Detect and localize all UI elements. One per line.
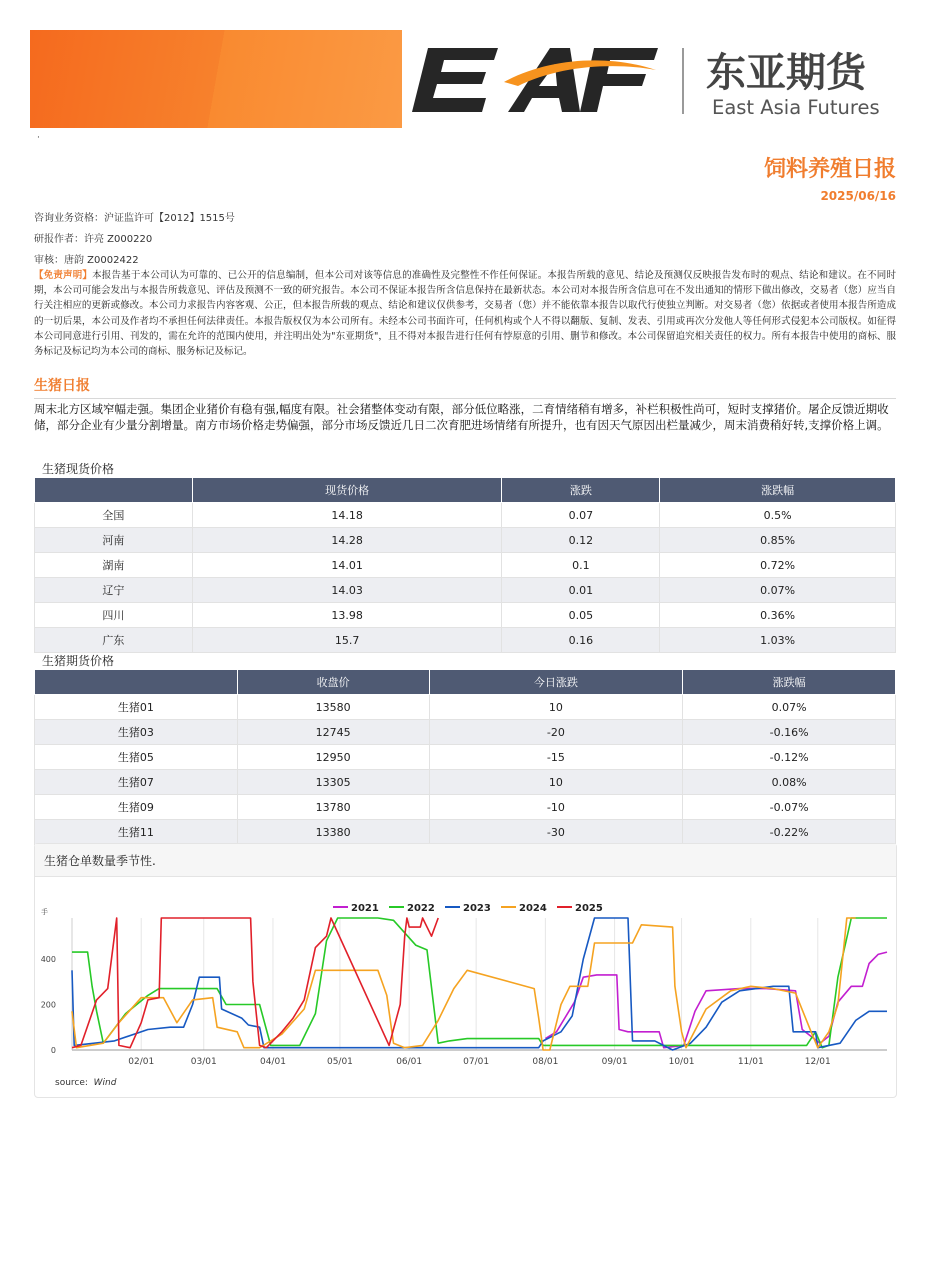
brand-cn: 东亚期货 bbox=[706, 50, 866, 96]
x-tick-label: 10/01 bbox=[668, 1057, 695, 1067]
banner-dot: · bbox=[37, 133, 40, 143]
table-cell: 四川 bbox=[35, 603, 193, 628]
table-cell: 14.28 bbox=[192, 528, 502, 553]
column-header: 涨跌 bbox=[502, 478, 660, 503]
series-line-2024 bbox=[72, 918, 856, 1050]
section-divider bbox=[34, 398, 896, 399]
table-cell: 0.72% bbox=[660, 553, 896, 578]
eaf-mark bbox=[412, 48, 658, 112]
table-cell: -0.12% bbox=[683, 745, 896, 770]
author: 研报作者：许亮 Z000220 bbox=[34, 234, 153, 245]
table-cell: 14.18 bbox=[192, 503, 502, 528]
source-label: source: bbox=[55, 1078, 88, 1088]
table-cell: 13780 bbox=[237, 795, 429, 820]
table-cell: -0.16% bbox=[683, 720, 896, 745]
table-cell: 10 bbox=[429, 695, 683, 720]
table-cell: 0.16 bbox=[502, 628, 660, 653]
table-row bbox=[35, 795, 896, 820]
legend-label: 2023 bbox=[463, 903, 491, 914]
table-cell: 14.03 bbox=[192, 578, 502, 603]
series-line-2023 bbox=[72, 918, 887, 1050]
x-tick-label: 11/01 bbox=[737, 1057, 764, 1067]
disclaimer-tag: 【免责声明】 bbox=[34, 270, 93, 281]
x-tick-label: 07/01 bbox=[463, 1057, 490, 1067]
column-header bbox=[35, 478, 193, 503]
table-cell: 0.5% bbox=[660, 503, 896, 528]
table-row bbox=[35, 720, 896, 745]
table-cell: 0.36% bbox=[660, 603, 896, 628]
table-cell: 0.01 bbox=[502, 578, 660, 603]
x-tick-label: 09/01 bbox=[601, 1057, 628, 1067]
table-row bbox=[35, 628, 896, 653]
spot-table-caption: 生猪现货价格 bbox=[42, 462, 115, 476]
reviewer: 审核：唐韵 Z0002422 bbox=[34, 255, 139, 266]
legend-label: 2025 bbox=[575, 903, 603, 914]
x-tick-label: 04/01 bbox=[259, 1057, 286, 1067]
table-cell: -15 bbox=[429, 745, 683, 770]
table-cell: 生猪05 bbox=[35, 745, 238, 770]
table-cell: -10 bbox=[429, 795, 683, 820]
table-cell: 14.01 bbox=[192, 553, 502, 578]
y-tick-label: 0 bbox=[50, 1046, 56, 1055]
table-row bbox=[35, 553, 896, 578]
table-cell: 0.05 bbox=[502, 603, 660, 628]
column-header bbox=[35, 670, 238, 695]
spot-price-table bbox=[34, 477, 896, 653]
y-tick-label: 400 bbox=[40, 954, 56, 964]
x-tick-label: 12/01 bbox=[804, 1057, 831, 1067]
x-tick-label: 05/01 bbox=[326, 1057, 353, 1067]
table-cell: 生猪11 bbox=[35, 820, 238, 845]
table-cell: 0.07% bbox=[660, 578, 896, 603]
table-row bbox=[35, 503, 896, 528]
x-tick-label: 03/01 bbox=[190, 1057, 217, 1067]
x-tick-label: 06/01 bbox=[396, 1057, 423, 1067]
table-cell: 广东 bbox=[35, 628, 193, 653]
report-date: 2025/06/16 bbox=[820, 189, 896, 203]
x-tick-label: 02/01 bbox=[128, 1057, 155, 1067]
table-cell: 0.07% bbox=[683, 695, 896, 720]
table-cell: -30 bbox=[429, 820, 683, 845]
table-row bbox=[35, 745, 896, 770]
column-header: 涨跌幅 bbox=[660, 478, 896, 503]
table-cell: -20 bbox=[429, 720, 683, 745]
column-header: 收盘价 bbox=[237, 670, 429, 695]
table-cell: -0.22% bbox=[683, 820, 896, 845]
column-header: 现货价格 bbox=[192, 478, 502, 503]
table-cell: 生猪07 bbox=[35, 770, 238, 795]
table-cell: 0.08% bbox=[683, 770, 896, 795]
table-row bbox=[35, 528, 896, 553]
legend-label: 2024 bbox=[519, 903, 547, 914]
table-row bbox=[35, 603, 896, 628]
disclaimer-text: 本报告基于本公司认为可靠的、已公开的信息编制，但本公司对该等信息的准确性及完整性不作任何保证。本报告所载的意见、结论及预测仅反映报告发布时的观点、结论和建议。在不同时期，本公司可能会发出与本报告所载意见、评估及预测不一致的研究报告。本公司不保证本报告所含信息保持在最新状态。本公司对本报告所含信息可在不发出通知的情形下做出修改，交易者（您）应当自行关注相应的更新或修改。本公司力求报告内容客观、公正，但本报告所载的观点、结论和建议仅供参考，交易者（您）并不能依靠本报告以取代行使独立判断。对交易者（您）依据或者使用本报告所造成的一切后果，本公司及作者均不承担任何法律责任。本报告版权仅为本公司所有。未经本公司书面许可，任何机构或个人不得以翻版、复制、发表、引用或再次分发他人等任何形式侵犯本公司版权。如征得本公司同意进行引用、刊发的，需在允许的范围内使用，并注明出处为"东亚期货"，且不得对本报告进行任何有悖原意的引用、删节和修改。本公司保留追究相关责任的权力。所有本报告中使用的商标、服务标记及标记均为本公司的商标、服务标记及标记。 bbox=[34, 270, 896, 358]
report-title: 饲料养殖日报 bbox=[763, 157, 896, 182]
column-header: 今日涨跌 bbox=[429, 670, 683, 695]
table-cell: 13305 bbox=[237, 770, 429, 795]
table-cell: 生猪01 bbox=[35, 695, 238, 720]
table-cell: 1.03% bbox=[660, 628, 896, 653]
table-cell: 0.12 bbox=[502, 528, 660, 553]
table-header-row bbox=[35, 478, 896, 503]
table-cell: 12745 bbox=[237, 720, 429, 745]
y-axis-label: 手 bbox=[41, 908, 48, 916]
chart-card bbox=[34, 843, 897, 1098]
table-cell: 全国 bbox=[35, 503, 193, 528]
table-cell: 0.85% bbox=[660, 528, 896, 553]
table-cell: 13380 bbox=[237, 820, 429, 845]
table-cell: 13.98 bbox=[192, 603, 502, 628]
legend-label: 2021 bbox=[351, 903, 379, 914]
chart-source bbox=[55, 1078, 116, 1088]
table-row bbox=[35, 770, 896, 795]
logo-divider bbox=[682, 48, 684, 114]
qualification: 咨询业务资格：沪证监许可【2012】1515号 bbox=[34, 213, 235, 224]
table-cell: 河南 bbox=[35, 528, 193, 553]
brand-en: East Asia Futures bbox=[712, 96, 880, 119]
header-banner bbox=[30, 30, 402, 128]
legend-label: 2022 bbox=[407, 903, 435, 914]
table-cell: -0.07% bbox=[683, 795, 896, 820]
series-line-2021 bbox=[545, 952, 887, 1048]
table-cell: 13580 bbox=[237, 695, 429, 720]
disclaimer bbox=[34, 268, 896, 359]
table-cell: 0.07 bbox=[502, 503, 660, 528]
table-row bbox=[35, 695, 896, 720]
table-cell: 0.1 bbox=[502, 553, 660, 578]
futures-table-caption: 生猪期货价格 bbox=[42, 654, 115, 668]
table-cell: 辽宁 bbox=[35, 578, 193, 603]
y-tick-label: 200 bbox=[40, 1000, 56, 1010]
futures-price-table bbox=[34, 669, 896, 845]
series-line-2025 bbox=[72, 918, 438, 1048]
source-value: Wind bbox=[93, 1078, 117, 1088]
column-header: 涨跌幅 bbox=[683, 670, 896, 695]
chart-caption: 生猪仓单数量季节性. bbox=[44, 854, 156, 868]
table-cell: 生猪09 bbox=[35, 795, 238, 820]
table-cell: 生猪03 bbox=[35, 720, 238, 745]
company-logo bbox=[408, 40, 898, 120]
table-row bbox=[35, 820, 896, 845]
table-row bbox=[35, 578, 896, 603]
section-title: 生猪日报 bbox=[34, 378, 90, 394]
table-cell: 10 bbox=[429, 770, 683, 795]
table-cell: 15.7 bbox=[192, 628, 502, 653]
table-cell: 湖南 bbox=[35, 553, 193, 578]
series-line-2022 bbox=[72, 918, 887, 1048]
table-cell: 12950 bbox=[237, 745, 429, 770]
seasonal-line-chart bbox=[35, 844, 896, 1097]
x-tick-label: 08/01 bbox=[532, 1057, 559, 1067]
table-header-row bbox=[35, 670, 896, 695]
section-summary: 周末北方区域窄幅走强。集团企业猪价有稳有强,幅度有限。社会猪整体变动有限，部分低位略涨，二育情绪稍有增多，补栏积极性尚可，短时支撑猪价。屠企反馈近期收储，部分企业有少量分割增量。南方市场价格走势偏强，部分市场反馈近几日二次育肥进场情绪有所提升，也有因天气原因出栏量减少，周末消费稍好转,支撑价格上调。 bbox=[34, 402, 889, 432]
